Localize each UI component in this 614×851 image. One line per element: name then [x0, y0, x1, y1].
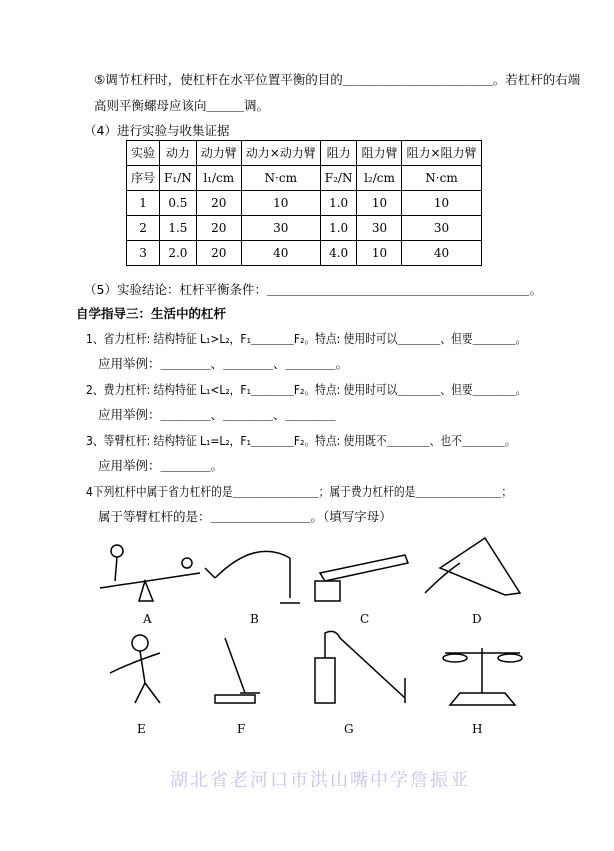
header-cell: 阻力: [320, 141, 357, 166]
text-line: ⑤调节杠杆时，使杠杆在水平位置平衡的目的＿＿＿＿＿＿＿＿＿＿＿＿。若杠杆的右端: [94, 72, 581, 87]
table-cell: 30: [241, 216, 320, 241]
lever-illustrations: [95, 533, 535, 718]
header-unit-cell: F₁/N: [160, 166, 197, 191]
question-4: 4下列杠杆中属于省力杠杆的是＿＿＿＿＿＿＿＿；属于费力杠杆的是＿＿＿＿＿＿＿＿；: [86, 484, 513, 499]
section-4: （4）进行实验与收集证据: [84, 123, 230, 138]
table-row: [127, 241, 482, 266]
section-5: （5）实验结论：杠杆平衡条件：＿＿＿＿＿＿＿＿＿＿＿＿＿＿＿＿＿＿＿＿＿。: [84, 282, 542, 297]
header-unit-cell: F₂/N: [320, 166, 357, 191]
table-cell: 30: [402, 216, 481, 241]
text-line: 高则平衡螺母应该向＿＿＿调。: [94, 98, 270, 113]
question-3: 3、等臂杠杆: 结构特征 L₁=L₂，F₁＿＿＿＿F₂。特点: 使用既不＿＿＿＿、也不＿＿＿＿。: [86, 433, 516, 448]
header-cell: 动力臂: [196, 141, 241, 166]
figure-label: D: [472, 612, 482, 626]
figure-label: C: [360, 612, 370, 626]
pump-figure: [315, 631, 405, 703]
question-2-examples: 应用举例：＿＿＿＿、＿＿＿＿、＿＿＿＿: [98, 407, 336, 422]
header-unit-cell: N·cm: [241, 166, 320, 191]
table-row: [127, 191, 482, 216]
header-cell: 阻力×阻力臂: [402, 141, 481, 166]
question-4b: 属于等臂杠杆的是：＿＿＿＿＿＿＿＿。（填写字母）: [98, 509, 392, 524]
table-cell: 10: [357, 191, 402, 216]
table-cell: 1: [127, 191, 160, 216]
table-cell: 40: [241, 241, 320, 266]
header-cell: 动力: [160, 141, 197, 166]
table-cell: 20: [196, 241, 241, 266]
table-cell: 0.5: [160, 191, 197, 216]
question-3-examples: 应用举例：＿＿＿＿。: [98, 458, 224, 473]
table-row: [127, 216, 482, 241]
header-cell: 动力×动力臂: [241, 141, 320, 166]
table-cell: 10: [402, 191, 481, 216]
figure-label: H: [472, 722, 483, 736]
data-table: [126, 140, 482, 266]
question-2: 2、费力杠杆: 结构特征 L₁<L₂，F₁＿＿＿＿F₂。特点: 使用时可以＿＿＿＿、但要＿＿＿＿。: [86, 382, 527, 397]
table-cell: 1.5: [160, 216, 197, 241]
table-cell: 10: [241, 191, 320, 216]
table-cell: 10: [357, 241, 402, 266]
table-cell: 30: [357, 216, 402, 241]
header-cell: 实验: [127, 141, 160, 166]
nail-clipper-figure: [425, 538, 520, 595]
seesaw-figure: [100, 545, 200, 601]
table-cell: 1.0: [320, 216, 357, 241]
watermark: 湖北省老河口市洪山嘴中学詹振亚: [170, 770, 470, 791]
header-unit-cell: 序号: [127, 166, 160, 191]
figure-label: A: [143, 612, 152, 626]
figure-label: G: [344, 722, 354, 736]
bottle-opener-figure: [315, 555, 408, 601]
header-unit-cell: l₁/cm: [196, 166, 241, 191]
table-cell: 20: [196, 191, 241, 216]
question-1-examples: 应用举例：＿＿＿＿、＿＿＿＿、＿＿＿＿。: [98, 356, 349, 371]
table-cell: 1.0: [320, 191, 357, 216]
pickaxe-figure: [110, 635, 160, 703]
crowbar-figure: [215, 638, 260, 703]
fishing-rod-figure: [205, 551, 300, 603]
table-cell: 40: [402, 241, 481, 266]
question-1: 1、省力杠杆: 结构特征 L₁>L₂，F₁＿＿＿＿F₂。特点: 使用时可以＿＿＿＿、但要＿＿＿＿。: [86, 331, 527, 346]
table-cell: 20: [196, 216, 241, 241]
table-cell: 4.0: [320, 241, 357, 266]
balance-figure: [443, 648, 522, 705]
table-cell: 2: [127, 216, 160, 241]
table-cell: 3: [127, 241, 160, 266]
heading: 自学指导三：生活中的杠杆: [76, 306, 227, 321]
table-cell: 2.0: [160, 241, 197, 266]
header-cell: 阻力臂: [357, 141, 402, 166]
header-unit-cell: l₂/cm: [357, 166, 402, 191]
figure-label: B: [250, 612, 259, 626]
figure-label: F: [237, 722, 246, 736]
header-unit-cell: N·cm: [402, 166, 481, 191]
figure-label: E: [137, 722, 146, 736]
